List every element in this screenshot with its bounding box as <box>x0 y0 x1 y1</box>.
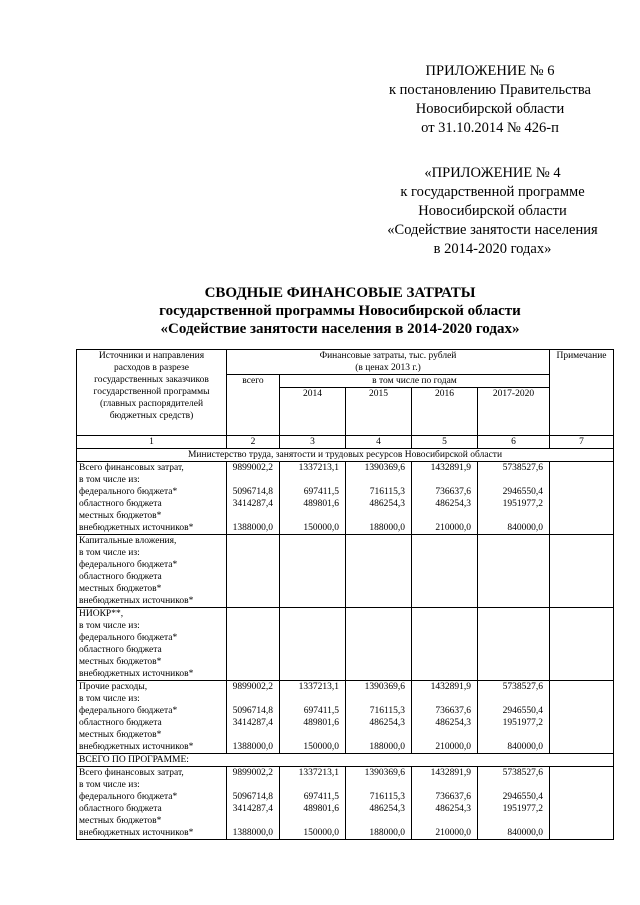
value-line <box>480 656 543 668</box>
header-source-cell: Источники и направления расходов в разрезе государственных заказчиков государственной программы (главных распорядителей бюджетных средств) <box>77 350 227 436</box>
year-2014-cell <box>280 462 346 535</box>
value-line <box>348 571 405 583</box>
value-line <box>229 559 273 571</box>
value-line <box>282 571 339 583</box>
value-line <box>282 595 339 607</box>
program-total-section-row <box>77 754 614 767</box>
value-line: 150000,0 <box>303 523 339 533</box>
value-line: 1951977,2 <box>502 499 543 509</box>
year-2016-cell <box>412 535 478 608</box>
value-line <box>282 779 339 791</box>
value-line <box>348 535 405 547</box>
row-label-line: в том числе из: <box>79 548 140 558</box>
title-line: СВОДНЫЕ ФИНАНСОВЫЕ ЗАТРАТЫ <box>204 285 476 301</box>
value-line <box>414 583 471 595</box>
row-label-line: местных бюджетов* <box>79 584 162 594</box>
value-line: 9899002,2 <box>232 463 273 473</box>
value-line <box>414 815 471 827</box>
row-label-line: Всего финансовых затрат, <box>79 768 184 778</box>
value-line: 697411,5 <box>303 487 339 497</box>
row-label-line: местных бюджетов* <box>79 730 162 740</box>
value-line <box>348 547 405 559</box>
value-line <box>348 668 405 680</box>
year-2014-cell <box>280 767 346 840</box>
year-2016-cell <box>412 462 478 535</box>
year-2014-cell <box>280 608 346 681</box>
value-line <box>480 668 543 680</box>
value-line <box>414 547 471 559</box>
table-row <box>77 535 614 608</box>
row-label-line: НИОКР**, <box>79 609 124 619</box>
year-2017-2020-cell <box>478 767 550 840</box>
value-line <box>229 693 273 705</box>
column-number: 3 <box>280 436 346 449</box>
value-line <box>480 644 543 656</box>
year-2015-cell <box>346 608 412 681</box>
row-label-cell <box>77 608 227 681</box>
value-line: 1432891,9 <box>430 768 471 778</box>
row-label-line: Всего финансовых затрат, <box>79 463 184 473</box>
value-line <box>282 559 339 571</box>
value-line: 2946550,4 <box>502 487 543 497</box>
total-cell <box>227 767 280 840</box>
value-line: 840000,0 <box>507 828 543 838</box>
year-2017-2020-cell <box>478 535 550 608</box>
value-line: 486254,3 <box>435 804 471 814</box>
value-line: 188000,0 <box>369 523 405 533</box>
value-line <box>229 474 273 486</box>
value-line: 3414287,4 <box>232 499 273 509</box>
row-label-line: местных бюджетов* <box>79 511 162 521</box>
value-line: 1337213,1 <box>298 463 339 473</box>
note-cell <box>550 608 614 681</box>
year-2016-cell <box>412 681 478 754</box>
document-title <box>70 284 610 338</box>
value-line <box>414 595 471 607</box>
value-line <box>229 547 273 559</box>
value-line <box>282 729 339 741</box>
value-line <box>480 632 543 644</box>
value-line <box>348 693 405 705</box>
value-line <box>414 571 471 583</box>
value-line: 1337213,1 <box>298 768 339 778</box>
value-line: 1388000,0 <box>232 523 273 533</box>
value-line: 210000,0 <box>435 828 471 838</box>
value-line <box>348 559 405 571</box>
value-line: 1951977,2 <box>502 804 543 814</box>
value-line <box>229 535 273 547</box>
header-by-years-cell: в том числе по годам <box>280 375 550 388</box>
value-line <box>229 620 273 632</box>
row-label-line: местных бюджетов* <box>79 816 162 826</box>
value-line: 486254,3 <box>435 718 471 728</box>
value-line: 150000,0 <box>303 828 339 838</box>
value-line <box>348 656 405 668</box>
header-year-2016: 2016 <box>412 388 478 436</box>
value-line: 716115,3 <box>369 706 405 716</box>
year-2015-cell <box>346 681 412 754</box>
value-line <box>229 644 273 656</box>
row-label-line: внебюджетных источников* <box>79 669 194 679</box>
value-line <box>414 510 471 522</box>
value-line <box>282 510 339 522</box>
year-2017-2020-cell <box>478 681 550 754</box>
value-line <box>480 547 543 559</box>
value-line <box>480 620 543 632</box>
appendix-4-header <box>370 164 615 259</box>
value-line <box>348 474 405 486</box>
value-line: 3414287,4 <box>232 804 273 814</box>
value-line: 486254,3 <box>369 718 405 728</box>
header-line: ПРИЛОЖЕНИЕ № 6 <box>425 63 555 79</box>
total-cell <box>227 462 280 535</box>
header-line: Новосибирской области <box>415 101 565 117</box>
row-label-line: областного бюджета <box>79 499 162 509</box>
value-line <box>480 583 543 595</box>
value-line: 9899002,2 <box>232 682 273 692</box>
value-line <box>282 668 339 680</box>
value-line: 716115,3 <box>369 487 405 497</box>
value-line <box>282 693 339 705</box>
row-label-line: внебюджетных источников* <box>79 742 194 752</box>
year-2014-cell <box>280 681 346 754</box>
value-line <box>414 608 471 620</box>
value-line: 1951977,2 <box>502 718 543 728</box>
header-line: «ПРИЛОЖЕНИЕ № 4 <box>424 165 561 181</box>
value-line <box>414 620 471 632</box>
value-line <box>414 535 471 547</box>
value-line: 840000,0 <box>507 523 543 533</box>
value-line <box>480 779 543 791</box>
value-line: 188000,0 <box>369 742 405 752</box>
value-line: 150000,0 <box>303 742 339 752</box>
value-line <box>282 620 339 632</box>
row-label-cell <box>77 535 227 608</box>
value-line <box>229 668 273 680</box>
row-label-line: внебюджетных источников* <box>79 596 194 606</box>
note-cell <box>550 681 614 754</box>
program-total-section-title: ВСЕГО ПО ПРОГРАММЕ: <box>77 754 614 767</box>
value-line <box>229 510 273 522</box>
value-line <box>282 632 339 644</box>
value-line <box>348 729 405 741</box>
header-year-2015: 2015 <box>346 388 412 436</box>
value-line <box>348 632 405 644</box>
header-note-cell: Примечание <box>550 350 614 436</box>
value-line <box>414 644 471 656</box>
value-line <box>282 583 339 595</box>
column-number: 1 <box>77 436 227 449</box>
value-line: 1390369,6 <box>364 682 405 692</box>
year-2015-cell <box>346 767 412 840</box>
value-line: 3414287,4 <box>232 718 273 728</box>
value-line: 2946550,4 <box>502 706 543 716</box>
value-line <box>414 729 471 741</box>
table-row <box>77 767 614 840</box>
value-line <box>480 571 543 583</box>
value-line <box>229 595 273 607</box>
value-line: 489801,6 <box>303 499 339 509</box>
value-line <box>229 608 273 620</box>
appendix-6-header <box>380 62 600 138</box>
row-label-line: Прочие расходы, <box>79 682 148 692</box>
value-line: 1388000,0 <box>232 828 273 838</box>
row-label-line: внебюджетных источников* <box>79 828 194 838</box>
value-line <box>229 729 273 741</box>
value-line: 486254,3 <box>435 499 471 509</box>
row-label-cell <box>77 767 227 840</box>
value-line <box>348 583 405 595</box>
value-line <box>414 632 471 644</box>
value-line <box>229 656 273 668</box>
year-2016-cell <box>412 767 478 840</box>
value-line: 1432891,9 <box>430 463 471 473</box>
value-line <box>348 595 405 607</box>
row-label-line: федерального бюджета* <box>79 792 178 802</box>
value-line: 210000,0 <box>435 523 471 533</box>
ministry-blocks <box>77 462 614 754</box>
note-cell <box>550 462 614 535</box>
value-line <box>282 644 339 656</box>
header-line: Новосибирской области <box>418 203 567 219</box>
value-line: 5738527,6 <box>502 463 543 473</box>
header-line: к государственной программе <box>400 184 585 200</box>
value-line <box>348 779 405 791</box>
value-line <box>480 510 543 522</box>
note-cell <box>550 767 614 840</box>
value-line: 1388000,0 <box>232 742 273 752</box>
value-line: 840000,0 <box>507 742 543 752</box>
value-line <box>282 535 339 547</box>
note-cell <box>550 535 614 608</box>
value-line: 716115,3 <box>369 792 405 802</box>
title-line: «Содействие занятости населения в 2014-2020 годах» <box>160 321 520 337</box>
column-number-row <box>77 436 614 449</box>
row-label-line: областного бюджета <box>79 645 162 655</box>
value-line <box>282 608 339 620</box>
value-line <box>480 559 543 571</box>
value-line: 5096714,8 <box>232 706 273 716</box>
total-cell <box>227 608 280 681</box>
row-label-line: в том числе из: <box>79 621 140 631</box>
value-line <box>282 547 339 559</box>
value-line: 736637,6 <box>435 706 471 716</box>
column-number: 6 <box>478 436 550 449</box>
value-line <box>480 608 543 620</box>
value-line: 736637,6 <box>435 487 471 497</box>
row-label-cell <box>77 462 227 535</box>
header-year-2014: 2014 <box>280 388 346 436</box>
value-line <box>414 779 471 791</box>
value-line: 1337213,1 <box>298 682 339 692</box>
row-label-line: местных бюджетов* <box>79 657 162 667</box>
value-line <box>282 656 339 668</box>
year-2015-cell <box>346 462 412 535</box>
column-number: 4 <box>346 436 412 449</box>
value-line: 489801,6 <box>303 718 339 728</box>
value-line: 9899002,2 <box>232 768 273 778</box>
value-line <box>282 815 339 827</box>
value-line <box>229 815 273 827</box>
row-label-cell <box>77 681 227 754</box>
financial-costs-table <box>76 349 614 840</box>
value-line <box>414 668 471 680</box>
program-total-blocks <box>77 767 614 840</box>
table-row <box>77 681 614 754</box>
value-line <box>480 474 543 486</box>
row-label-line: федерального бюджета* <box>79 633 178 643</box>
value-line: 5096714,8 <box>232 792 273 802</box>
value-line <box>229 632 273 644</box>
column-number: 5 <box>412 436 478 449</box>
value-line: 1432891,9 <box>430 682 471 692</box>
header-line: в 2014-2020 годах» <box>433 241 552 257</box>
total-cell <box>227 681 280 754</box>
value-line: 486254,3 <box>369 499 405 509</box>
table-row <box>77 608 614 681</box>
value-line: 697411,5 <box>303 706 339 716</box>
row-label-line: областного бюджета <box>79 572 162 582</box>
table-row <box>77 462 614 535</box>
value-line <box>348 608 405 620</box>
header-line: к постановлению Правительства <box>389 82 591 98</box>
value-line: 2946550,4 <box>502 792 543 802</box>
header-line: «Содействие занятости населения <box>387 222 598 238</box>
value-line: 1390369,6 <box>364 463 405 473</box>
value-line <box>480 693 543 705</box>
value-line <box>348 644 405 656</box>
year-2017-2020-cell <box>478 462 550 535</box>
value-line: 1390369,6 <box>364 768 405 778</box>
column-number: 7 <box>550 436 614 449</box>
value-line: 697411,5 <box>303 792 339 802</box>
value-line <box>348 815 405 827</box>
value-line: 5738527,6 <box>502 682 543 692</box>
value-line: 5096714,8 <box>232 487 273 497</box>
row-label-line: в том числе из: <box>79 694 140 704</box>
year-2016-cell <box>412 608 478 681</box>
value-line: 489801,6 <box>303 804 339 814</box>
year-2014-cell <box>280 535 346 608</box>
value-line <box>229 779 273 791</box>
row-label-line: федерального бюджета* <box>79 487 178 497</box>
total-cell <box>227 535 280 608</box>
row-label-line: областного бюджета <box>79 804 162 814</box>
value-line <box>414 474 471 486</box>
year-2017-2020-cell <box>478 608 550 681</box>
row-label-line: внебюджетных источников* <box>79 523 194 533</box>
row-label-line: в том числе из: <box>79 780 140 790</box>
row-label-line: в том числе из: <box>79 475 140 485</box>
row-label-line: федерального бюджета* <box>79 706 178 716</box>
value-line <box>348 510 405 522</box>
column-number: 2 <box>227 436 280 449</box>
header-line: от 31.10.2014 № 426-п <box>421 120 559 136</box>
value-line <box>414 656 471 668</box>
value-line <box>480 815 543 827</box>
year-2015-cell <box>346 535 412 608</box>
value-line <box>480 535 543 547</box>
title-line: государственной программы Новосибирской области <box>159 303 521 319</box>
value-line: 210000,0 <box>435 742 471 752</box>
ministry-section-title: Министерство труда, занятости и трудовых ресурсов Новосибирской области <box>77 449 614 462</box>
value-line: 486254,3 <box>369 804 405 814</box>
row-label-line: Капитальные вложения, <box>79 536 177 546</box>
value-line <box>348 620 405 632</box>
ministry-section-row <box>77 449 614 462</box>
value-line <box>480 729 543 741</box>
value-line <box>282 474 339 486</box>
header-financial-cell: Финансовые затраты, тыс. рублей (в ценах 2013 г.) <box>227 350 550 375</box>
value-line: 736637,6 <box>435 792 471 802</box>
value-line <box>229 583 273 595</box>
value-line: 5738527,6 <box>502 768 543 778</box>
header-year-2017-2020: 2017-2020 <box>478 388 550 436</box>
value-line <box>414 559 471 571</box>
value-line <box>480 595 543 607</box>
value-line <box>229 571 273 583</box>
value-line <box>414 693 471 705</box>
value-line: 188000,0 <box>369 828 405 838</box>
row-label-line: областного бюджета <box>79 718 162 728</box>
header-total-cell: всего <box>227 375 280 436</box>
row-label-line: федерального бюджета* <box>79 560 178 570</box>
